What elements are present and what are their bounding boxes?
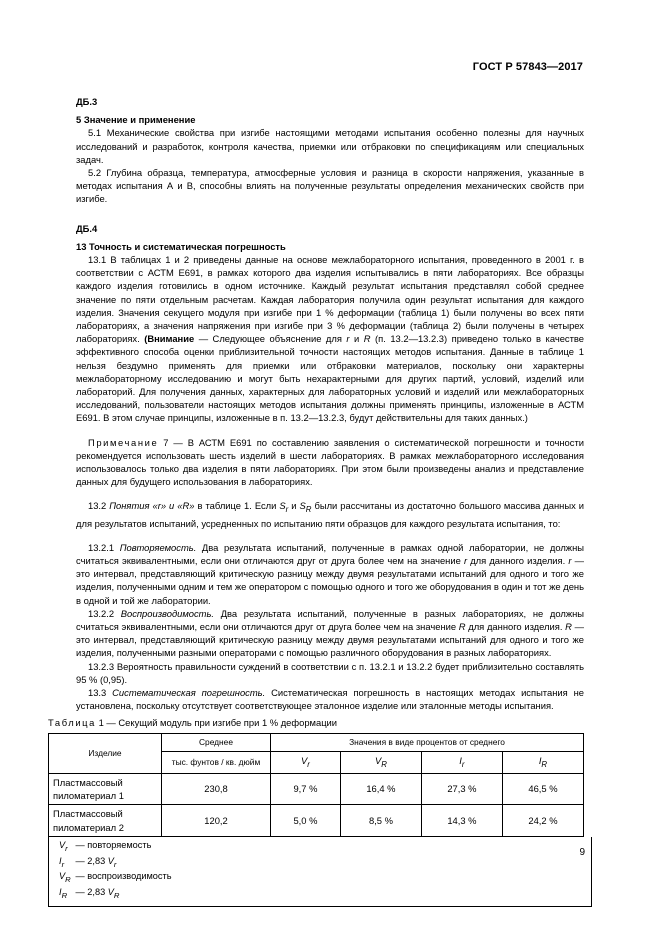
paragraph-13-2: 13.2 Понятия «r» и «R» в таблице 1. Если $S_r$ и $S_R$ были рассчитаны из достаточно большого массива данных и для результатов испытаний, усредненных по испытанию пяти образцов для каждого результата испытания, то: xyxy=(76,500,585,529)
row-1-iR: 46,5 % xyxy=(502,773,583,804)
row-2-item: Пластмассовый пиломатериал 2 xyxy=(49,805,162,836)
table-caption: Таблица 1 — Секущий модуль при изгибе при 1 % деформации xyxy=(48,717,338,729)
section-label-db4: ДБ.4 xyxy=(76,222,98,234)
section-title-5: 5 Значение и применение xyxy=(76,114,196,126)
header-col-1: $V_r$ xyxy=(271,751,341,773)
main-content xyxy=(48,90,585,907)
page-number: 9 xyxy=(579,847,585,858)
section-title-13: 13 Точность и систематическая погрешность xyxy=(76,240,286,252)
paragraph-5-1: 5.1 Механические свойства при изгибе настоящими методами испытания особенно полезны для научных исследований и разработок, контроля качества, приемки или отбраковки по спецификациям или специальных задач. xyxy=(76,127,584,165)
document-code: ГОСТ Р 57843—2017 xyxy=(472,61,583,73)
header-values: Значения в виде процентов от среднего xyxy=(271,733,584,751)
row-1-vr: 9,7 % xyxy=(271,773,341,804)
header-unit: тыс. фунтов / кв. дюйм xyxy=(162,751,271,773)
row-1-ir: 27,3 % xyxy=(421,773,502,804)
row-2-iR: 24,2 % xyxy=(502,805,583,836)
legend-item: $V_R$ — воспроизводимость xyxy=(59,871,172,885)
row-2-ir: 14,3 % xyxy=(421,805,502,836)
paragraph-13-3: 13.3 Систематическая погрешность. Систематическая погрешность в настоящих методах испытания не установлена, поскольку отсутствует соответствующее эталонное изделие или эталонные методы испытания. xyxy=(76,687,584,712)
legend-item: $V_r$ — повторяемость xyxy=(59,839,152,853)
legend-item: $I_r$ — 2,83 $V_r$ xyxy=(59,855,117,869)
note-7: Примечание 7 — В АСТМ Е691 по составлению заявления о систематической погрешности и точности рекомендуется использовать шесть изделий в шести лабораториях. В рамках межлабораторного исследования использовалось только два изделия в пяти лабораториях. При этом были произведены анализ и представление данных для будущего использования в лабораториях. xyxy=(76,436,584,488)
row-2-vr: 5,0 % xyxy=(271,805,341,836)
row-1-vR: 16,4 % xyxy=(340,773,421,804)
table-legend xyxy=(48,837,592,907)
header-col-2: $V_R$ xyxy=(340,751,421,773)
paragraph-13-2-3: 13.2.3 Вероятность правильности суждений в соответствии с п. 13.2.1 и 13.2.2 будет приблизительно составлять 95 % (0,95). xyxy=(76,660,584,685)
table-1 xyxy=(48,733,584,837)
row-1-mean: 230,8 xyxy=(162,773,271,804)
paragraph-5-2: 5.2 Глубина образца, температура, атмосферные условия и разница в скорости напряжения, указанные в методах испытания А и В, способны влиять на полученные результаты определения механических свойств при изгибе. xyxy=(76,167,584,205)
paragraph-13-1: 13.1 В таблицах 1 и 2 приведены данные на основе межлабораторного испытания, проведенного в 2001 г. в соответствии с АСТМ Е691, в рамках которого два изделия испытывались в пяти лабораториях. Все образцы каждого изделия готовились в одном источнике. Каждый результат испытания представлял собой среднее значение по пяти отдельным расчетам. Каждая лаборатория получила один результат испытания для каждого изделия. Значения секущего модуля при изгибе при 1 % деформации (таблица 1) были получены во всех пяти лабораториях, а значения напряжения при изгибе при 3 % деформации (таблица 2) были получены в четырех лабораториях. (Внимание — Следующее объяснение для r и R (п. 13.2—13.2.3) приведено только в качестве эффективного способа оценки приблизительной точности настоящих методов испытания. Данные в таблице 1 нельзя бездумно применять для приемки или отбраковки материалов, поскольку они характерны межлабораторному исследованию и могут быть нехарактерными для других партий, условий, изделий или лабораторий. Для получения данных, характерных для лабораторных условий и изделий или межлабораторных исследований, пользователи настоящих методов испытания должны применять принципы, изложенные в АСТМ Е691. В этом случае принципы, изложенные в п. 13.2—13.2.3, будут действительны для таких данных.) xyxy=(76,254,584,424)
header-item: Изделие xyxy=(49,733,162,773)
header-mean: Среднее xyxy=(162,733,271,751)
paragraph-13-2-1: 13.2.1 Повторяемость. Два результата испытаний, полученные в рамках одной лаборатории, не должны считаться эквивалентными, если они отличаются друг от друга более чем на значение r для данного изделия. r — это интервал, представляющий критическую разницу между двумя результатами испытаний для одного и того же изделия, полученными одним и тем же оператором с помощью одного и того же оборудования в один и тот же день в одной и той же лаборатории. xyxy=(76,541,584,606)
table-row xyxy=(49,773,584,804)
table-row xyxy=(49,805,584,836)
header-col-4: $I_R$ xyxy=(502,751,583,773)
row-2-mean: 120,2 xyxy=(162,805,271,836)
legend-item: $I_R$ — 2,83 $V_R$ xyxy=(59,887,120,901)
header-col-3: $I_r$ xyxy=(421,751,502,773)
row-2-vR: 8,5 % xyxy=(340,805,421,836)
section-label-db3: ДБ.3 xyxy=(76,96,98,107)
row-1-item: Пластмассовый пиломатериал 1 xyxy=(49,773,162,804)
paragraph-13-2-2: 13.2.2 Воспроизводимость. Два результата испытаний, полученные в разных лабораториях, не должны считаться эквивалентными, если они отличаются друг от друга более чем на значение R для данного изделия. R — это интервал, представляющий критическую разницу между двумя результатами испытаний для одного и того же изделия, полученными разными операторами с помощью различного оборудования в разных лабораториях. xyxy=(76,607,585,659)
